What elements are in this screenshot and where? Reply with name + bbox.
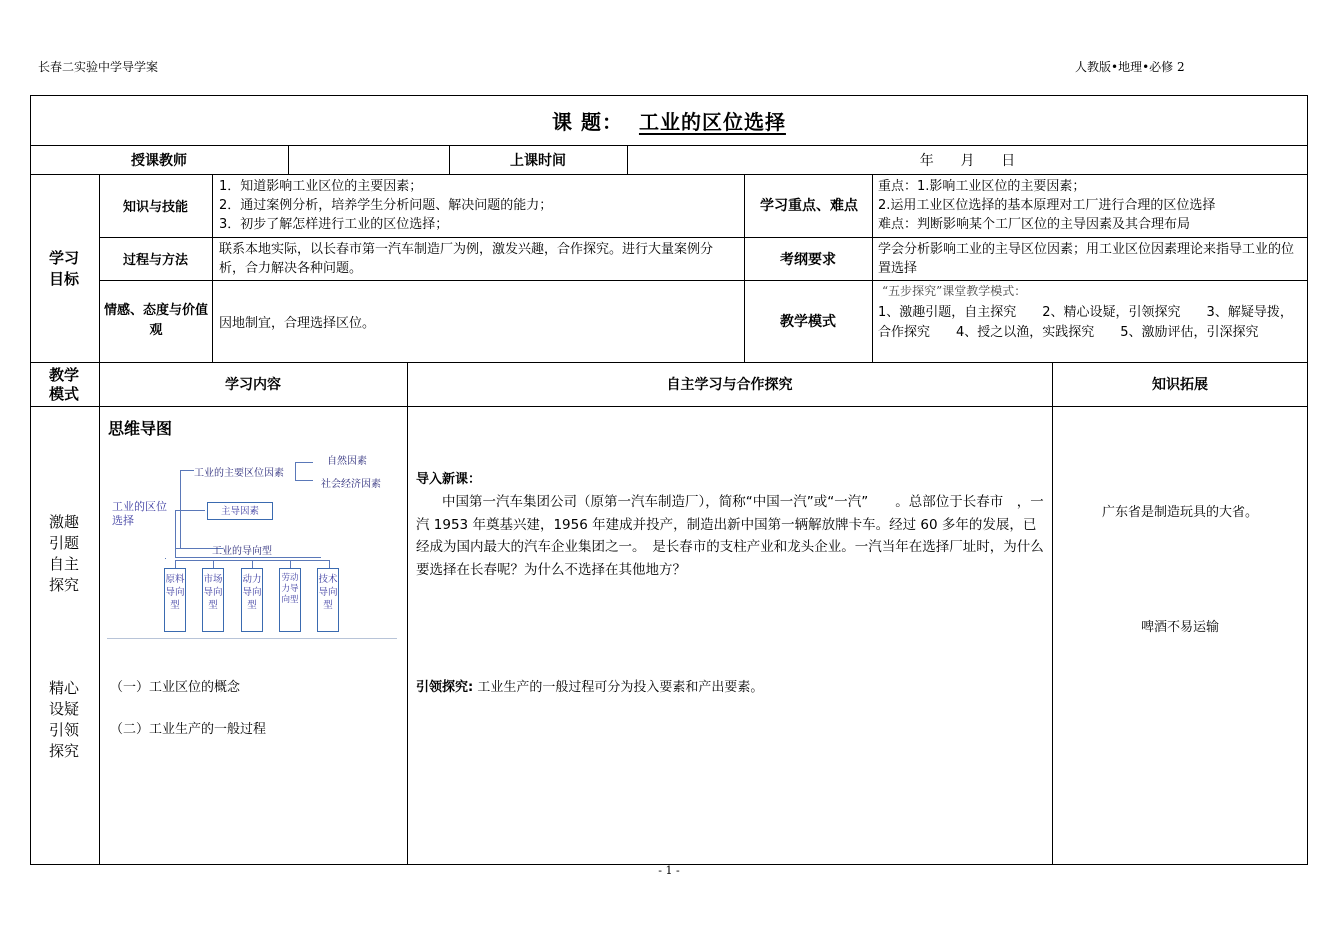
process-text: 联系本地实际，以长春市第一汽车制造厂为例，激发兴趣，合作探究。进行大量案例分析，合力解决各种问题。 xyxy=(219,242,714,276)
intro-label: 导入新课： xyxy=(416,472,482,487)
mind-map-socio: 社会经济因素 xyxy=(321,479,381,490)
content-item-concept: （一）工业区位的概念 xyxy=(110,680,241,695)
mind-map-heading: 思维导图 xyxy=(108,419,173,438)
extension-note-2: 啤酒不易运输 xyxy=(1140,620,1219,635)
column-content: 学习内容 xyxy=(225,377,281,393)
mind-map-type-labor: 劳动力导向型 xyxy=(279,568,301,632)
column-extend: 知识拓展 xyxy=(1152,377,1208,393)
stage-label-1: 激趣 引题 自主 探究 xyxy=(48,513,79,594)
objectives-label: 学习 目标 xyxy=(48,249,79,288)
mode-title: “五步探究”课堂教学模式： xyxy=(882,284,1027,298)
guide-paragraph xyxy=(416,679,1048,697)
mind-map-natural: 自然因素 xyxy=(327,456,367,467)
focus-items: 重点：1.影响工业区位的主要因素； 2.运用工业区位选择的基本原理对工厂进行合理的区位选择 难点：判断影响某个工厂区位的主导因素及其合理布局 xyxy=(878,179,1216,232)
exam-label: 考纲要求 xyxy=(780,251,836,268)
mind-map-orientation: 工业的导向型 xyxy=(212,546,272,557)
lesson-title xyxy=(30,95,1308,145)
mind-map-main-factor: 工业的主要区位因素 xyxy=(194,468,284,479)
mind-map-type-tech: 技术导向型 xyxy=(317,568,339,632)
class-time-label: 上课时间 xyxy=(510,152,566,169)
column-explore: 自主学习与合作探究 xyxy=(666,377,793,393)
knowledge-items: 1．知道影响工业区位的主要因素； 2．通过案例分析，培养学生分析问题、解决问题的能力； 3．初步了解怎样进行工业的区位选择； xyxy=(219,179,553,232)
mode-label: 教学模式 xyxy=(780,314,836,330)
teacher-value xyxy=(288,145,449,174)
mind-map-type-raw: 原料导向型 xyxy=(164,568,186,632)
guide-label: 引领探究: xyxy=(416,680,474,695)
school-name: 长春二实验中学导学案 xyxy=(38,60,159,74)
title-topic: 工业的区位选择 xyxy=(638,109,786,134)
page-number: - 1 - xyxy=(658,864,680,877)
mind-map-root: 工业的区位选择 xyxy=(112,500,167,527)
stage-label-2: 精心 设疑 引领 探究 xyxy=(48,679,79,760)
intro-text: 中国第一汽车集团公司（原第一汽车制造厂），简称“中国一汽”或“一汽” 。总部位于长春市 ，一汽 1953 年奠基兴建，1956 年建成并投产，制造出新中国第一辆解放牌卡车。经过 60 多年的发展，已经成为国内最大的汽车企业集团之一。 是长春市的支柱产业和龙头企业。一汽当年在选择厂址时，为什么要选择在长春呢？为什么不选择在其他地方？ xyxy=(416,494,1044,578)
mind-map-dominant: 主导因素 xyxy=(207,502,273,520)
extension-note-1: 广东省是制造玩具的大省。 xyxy=(1101,505,1258,520)
teacher-label: 授课教师 xyxy=(131,152,187,169)
knowledge-label: 知识与技能 xyxy=(122,200,188,215)
teaching-mode-label: 教学 模式 xyxy=(48,366,79,403)
content-item-process: （二）工业生产的一般过程 xyxy=(110,722,267,737)
process-label: 过程与方法 xyxy=(122,253,188,268)
mode-text: 1、激趣引题，自主探究 2、精心设疑，引领探究 3、解疑导拨，合作探究 4、授之以渔，实践探究 5、激励评估，引深探究 xyxy=(878,305,1293,340)
mind-map-type-power: 动力导向型 xyxy=(241,568,263,632)
mind-map-type-market: 市场导向型 xyxy=(202,568,224,632)
focus-label: 学习重点、难点 xyxy=(760,197,858,214)
edition-label: 人教版•地理•必修 2 xyxy=(1075,60,1185,74)
guide-text: 工业生产的一般过程可分为投入要素和产出要素。 xyxy=(477,680,764,695)
emotion-text: 因地制宜，合理选择区位。 xyxy=(219,315,376,331)
title-prefix: 课 题： xyxy=(552,109,624,134)
emotion-label: 情感、态度与价值观 xyxy=(104,303,209,338)
class-date: 年 月 日 xyxy=(919,152,1016,169)
exam-text: 学会分析影响工业的主导区位因素；用工业区位因素理论来指导工业的位置选择 xyxy=(878,242,1295,276)
mind-map xyxy=(107,440,397,640)
